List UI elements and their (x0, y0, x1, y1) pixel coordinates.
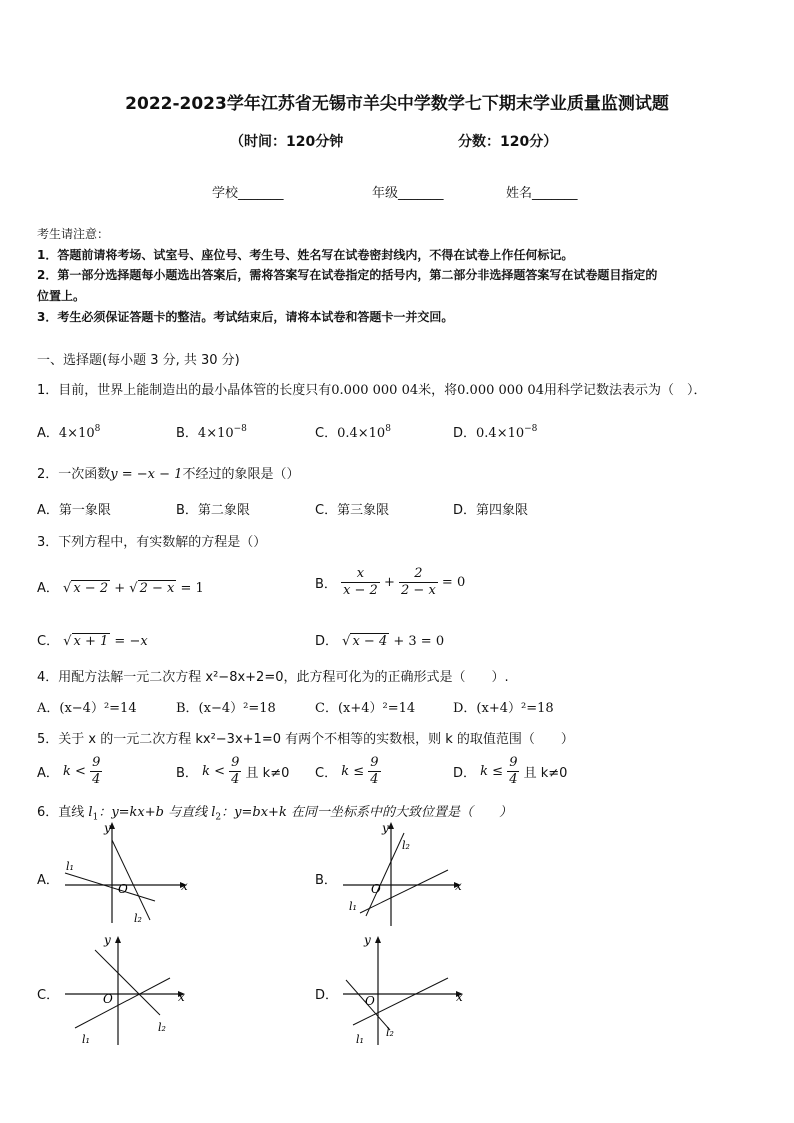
school-field: 学校_______ (212, 186, 284, 201)
l2-label: l₂ (158, 1021, 166, 1034)
q4-option-d[interactable]: D．(x+4）²=18 (453, 701, 554, 716)
origin-label: O (103, 992, 113, 1006)
note-item: 1．答题前请将考场、试室号、座位号、考生号、姓名写在试卷密封线内，不得在试卷上作任何标记。 (37, 248, 574, 262)
origin-label: O (371, 882, 381, 896)
line-l1 (65, 873, 155, 901)
y-axis-arrow (115, 936, 121, 943)
l2-label: l₂ (402, 839, 410, 852)
x-label: x (181, 879, 188, 893)
line-l1 (75, 978, 170, 1028)
page-title: 2022-2023学年江苏省无锡市羊尖中学数学七下期末学业质量监测试题 (125, 94, 669, 114)
q1-option-a[interactable]: A．$4\times 10^8$ (37, 424, 101, 441)
line-l2 (112, 840, 150, 920)
section-heading: 一、选择题(每小题 3 分, 共 30 分) (37, 353, 240, 368)
q2-expression: y = −x − 1 (110, 467, 183, 482)
q1-option-c[interactable]: C．$0.4\times 10^8$ (315, 424, 391, 441)
l1-label: l₁ (66, 860, 74, 873)
exam-score: 分数：120分） (458, 134, 558, 150)
q1-number: 0.000 000 04 (457, 383, 544, 398)
origin-label: O (118, 882, 128, 896)
notes-heading: 考生请注意： (37, 227, 110, 241)
q2-option-b[interactable]: B．第二象限 (176, 503, 250, 518)
l2-label: l₂ (134, 912, 142, 925)
q5-option-b[interactable]: B． k < $\frac{9}{4}$ 且 k≠0 (176, 755, 290, 787)
q6-option-d-label[interactable]: D． (315, 988, 339, 1003)
x-label: x (455, 879, 462, 893)
graph-c[interactable] (60, 930, 195, 1050)
question-5: 5．关于 x 的一元二次方程 kx²−3x+1=0 有两个不相等的实数根，则 k 的取值范围（ ） (37, 732, 574, 747)
line-l2 (366, 833, 404, 916)
name-field: 姓名_______ (506, 186, 578, 201)
q4-option-c[interactable]: C．(x+4）²=14 (315, 701, 416, 716)
graph-a[interactable] (60, 818, 195, 928)
question-2: 2．一次函数y = −x − 1不经过的象限是（） (37, 467, 300, 482)
q2-option-d[interactable]: D．第四象限 (453, 503, 529, 518)
graph-b[interactable] (338, 818, 473, 928)
x-label: x (178, 990, 185, 1004)
q2-option-a[interactable]: A．第一象限 (37, 503, 111, 518)
q5-option-a[interactable]: A． k < $\frac{9}{4}$ (37, 755, 101, 787)
q3-option-d[interactable]: D． √ x − 4 + 3 = 0 (315, 634, 445, 649)
q3-option-b[interactable]: B． $\frac{x}{x - 2}$ + $\frac{2}{2 - x}$ = 0 (315, 566, 466, 598)
q1-number: 0.000 000 04 (331, 383, 419, 398)
note-item: 2．第一部分选择题每小题选出答案后，需将答案写在试卷指定的括号内，第二部分非选择题答案写在试卷题目指定的 (37, 268, 658, 282)
grade-field: 年级_______ (372, 186, 444, 201)
y-axis-arrow (388, 822, 394, 829)
y-label: y (382, 821, 389, 835)
q6-option-b-label[interactable]: B． (315, 873, 337, 888)
question-6: 6．直线 $l_1$：y=kx+b 与直线 $l_2$：y=bx+k 在同一坐标系中的大致位置是（ ） (37, 805, 512, 823)
l1-label: l₁ (349, 900, 357, 913)
exam-time: （时间：120分钟 (230, 134, 344, 150)
q4-option-a[interactable]: A．(x−4）²=14 (37, 701, 137, 716)
y-label: y (364, 933, 371, 947)
y-label: y (104, 821, 111, 835)
graph-d[interactable] (338, 930, 473, 1050)
question-1: 1．目前，世界上能制造出的最小晶体管的长度只有0.000 000 04米，将0.000 000 04用科学记数法表示为（ ）． (37, 383, 707, 398)
l2-label: l₂ (386, 1026, 394, 1039)
q3-option-a[interactable]: A． √ x − 2 + √ 2 − x = 1 (37, 581, 204, 596)
x-label: x (456, 990, 463, 1004)
q4-option-b[interactable]: B．(x−4）²=18 (176, 701, 276, 716)
l1-label: l₁ (356, 1033, 364, 1046)
y-label: y (104, 933, 111, 947)
q1-option-b[interactable]: B．$4\times 10^{-8}$ (176, 424, 247, 441)
question-3: 3．下列方程中，有实数解的方程是（） (37, 535, 267, 550)
y-axis-arrow (375, 936, 381, 943)
q3-option-c[interactable]: C． √ x + 1 = −x (37, 634, 148, 649)
q2-option-c[interactable]: C．第三象限 (315, 503, 390, 518)
origin-label: O (365, 994, 375, 1008)
question-4: 4．用配方法解一元二次方程 x²−8x+2=0，此方程可化为的正确形式是（ ）. (37, 670, 509, 685)
note-item: 3．考生必须保证答题卡的整洁。考试结束后，请将本试卷和答题卡一并交回。 (37, 310, 454, 324)
q6-option-a-label[interactable]: A． (37, 873, 59, 888)
q6-option-c-label[interactable]: C． (37, 988, 60, 1003)
l1-label: l₁ (82, 1033, 90, 1046)
note-item: 位置上。 (37, 289, 86, 303)
q5-option-c[interactable]: C． k ≤ $\frac{9}{4}$ (315, 755, 379, 787)
q1-option-d[interactable]: D．$0.4\times 10^{-8}$ (453, 424, 538, 441)
q5-option-d[interactable]: D． k ≤ $\frac{9}{4}$ 且 k≠0 (453, 755, 568, 787)
